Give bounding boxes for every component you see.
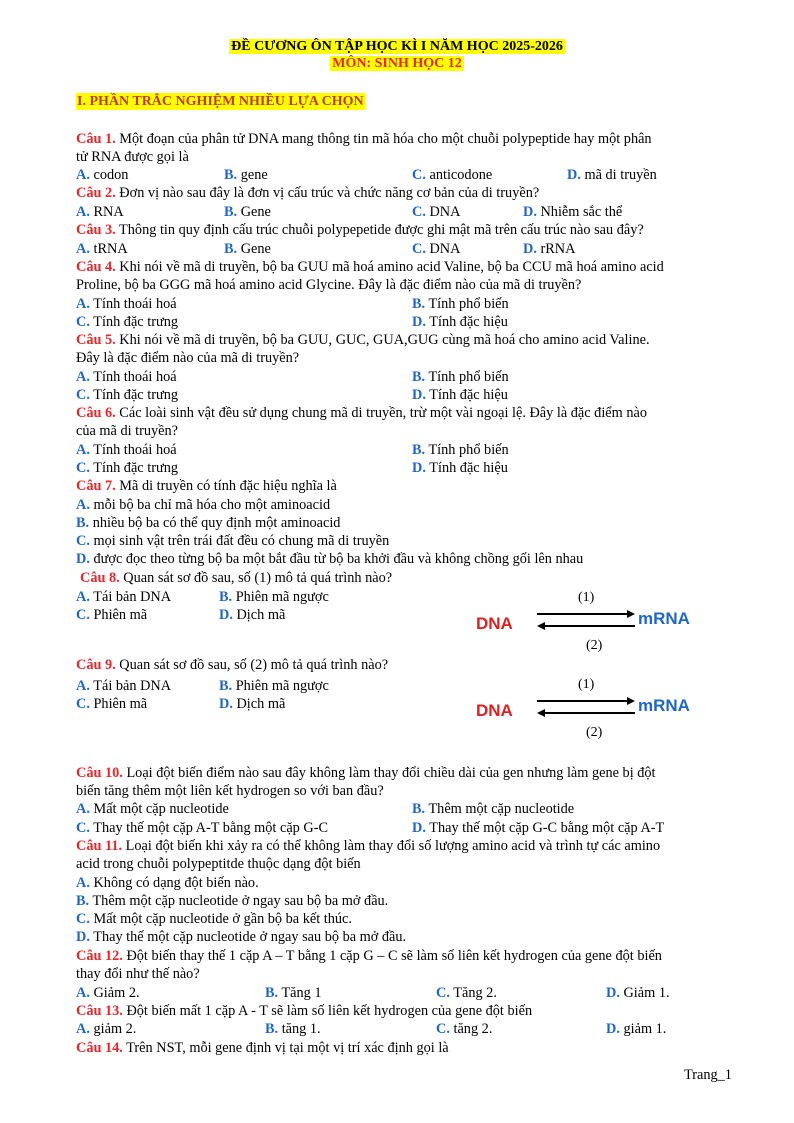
question-13: Câu 13. Đột biến mất 1 cặp A - T sẽ làm số liên kết hydrogen của gene đột biến xyxy=(76,1003,533,1019)
q10-option-c: C. Thay thế một cặp A-T bằng một cặp G-C xyxy=(76,820,329,836)
q10-option-b: B. Thêm một cặp nucleotide xyxy=(412,801,575,817)
q9-option-a: A. Tái bản DNA xyxy=(76,678,172,694)
question-12: Câu 12. Đột biến thay thế 1 cặp A – T bằng 1 cặp G – C sẽ làm số liên kết hydrogen của gene đột biến xyxy=(76,948,662,964)
diagram-label-1: (1) xyxy=(578,590,595,605)
q8-option-b: B. Phiên mã ngược xyxy=(219,589,329,605)
bidirectional-arrows xyxy=(535,691,637,721)
q9-option-b: B. Phiên mã ngược xyxy=(219,678,329,694)
q4-option-d: D. Tính đặc hiệu xyxy=(412,314,508,330)
question-4-cont: Proline, bộ ba GGG mã hoá amino acid Glycine. Đây là đặc điểm nào của mã di truyền? xyxy=(76,277,582,293)
document-subject: MÔN: SINH HỌC 12 xyxy=(332,56,462,71)
question-6: Câu 6. Các loài sinh vật đều sử dụng chung mã di truyền, trừ một vài ngoại lệ. Đây là đặc điểm nào xyxy=(76,405,647,421)
q1-option-a: A. codon xyxy=(76,167,129,183)
q8-option-d: D. Dịch mã xyxy=(219,607,286,623)
q10-option-d: D. Thay thế một cặp G-C bằng một cặp A-T xyxy=(412,820,665,836)
question-14: Câu 14. Trên NST, mỗi gene định vị tại một vị trí xác định gọi là xyxy=(76,1040,449,1056)
q4-option-a: A. Tính thoái hoá xyxy=(76,296,177,312)
q2-option-b: B. Gene xyxy=(224,204,271,220)
dna-mrna-diagram-1 xyxy=(470,590,730,664)
q7-option-d: D. được đọc theo từng bộ ba một bắt đầu từ bộ ba khởi đầu và không chồng gối lên nhau xyxy=(76,551,584,567)
q3-option-d: D. rRNA xyxy=(523,241,576,257)
q11-option-a: A. Không có dạng đột biến nào. xyxy=(76,875,259,891)
question-11-cont: acid trong chuỗi polypeptitde thuộc dạng đột biến xyxy=(76,856,361,872)
diagram-label-2: (2) xyxy=(586,725,603,740)
bidirectional-arrows xyxy=(535,604,637,634)
q2-option-d: D. Nhiễm sắc thể xyxy=(523,204,623,220)
q12-option-a: A. Giảm 2. xyxy=(76,985,140,1001)
q5-option-b: B. Tính phổ biến xyxy=(412,369,509,385)
q12-option-d: D. Giảm 1. xyxy=(606,985,670,1001)
diagram-mrna-label: mRNA xyxy=(638,696,690,715)
question-8: Câu 8. Quan sát sơ đồ sau, số (1) mô tả quá trình nào? xyxy=(80,570,393,586)
q5-option-d: D. Tính đặc hiệu xyxy=(412,387,508,403)
question-7: Câu 7. Mã di truyền có tính đặc hiệu nghĩa là xyxy=(76,478,337,494)
q4-option-c: C. Tính đặc trưng xyxy=(76,314,179,330)
q1-option-d: D. mã di truyền xyxy=(567,167,657,183)
diagram-dna-label: DNA xyxy=(476,614,513,633)
q2-option-a: A. RNA xyxy=(76,204,124,220)
question-10: Câu 10. Loại đột biến điểm nào sau đây không làm thay đổi chiều dài của gen nhưng làm gene bị đột xyxy=(76,765,656,781)
question-10-cont: biến tăng thêm một liên kết hydrogen so với ban đầu? xyxy=(76,783,384,799)
question-12-cont: thay đổi như thế nào? xyxy=(76,966,200,982)
q1-option-c: C. anticodone xyxy=(412,167,493,183)
q11-option-b: B. Thêm một cặp nucleotide ở ngay sau bộ ba mở đầu. xyxy=(76,893,389,909)
q7-option-c: C. mọi sinh vật trên trái đất đều có chung mã di truyền xyxy=(76,533,390,549)
question-1: Câu 1. Một đoạn của phân tử DNA mang thông tin mã hóa cho một chuỗi polypeptide hay một phân xyxy=(76,131,652,147)
diagram-dna-label: DNA xyxy=(476,701,513,720)
q3-option-c: C. DNA xyxy=(412,241,461,257)
q1-option-b: B. gene xyxy=(224,167,268,183)
q4-option-b: B. Tính phổ biến xyxy=(412,296,509,312)
q7-option-a: A. mỗi bộ ba chỉ mã hóa cho một aminoacid xyxy=(76,497,331,513)
diagram-label-2: (2) xyxy=(586,638,603,653)
q13-option-d: D. giảm 1. xyxy=(606,1021,667,1037)
q9-option-d: D. Dịch mã xyxy=(219,696,286,712)
question-11: Câu 11. Loại đột biến khi xảy ra có thể không làm thay đổi số lượng amino acid và trình tự các amino xyxy=(76,838,661,854)
question-5-cont: Đây là đặc điểm nào của mã di truyền? xyxy=(76,350,300,366)
question-6-cont: của mã di truyền? xyxy=(76,423,179,439)
q5-option-a: A. Tính thoái hoá xyxy=(76,369,177,385)
dna-mrna-diagram-2 xyxy=(470,677,730,751)
q13-option-a: A. giảm 2. xyxy=(76,1021,137,1037)
q9-option-c: C. Phiên mã xyxy=(76,696,148,712)
question-3: Câu 3. Thông tin quy định cấu trúc chuỗi polypepetide được ghi mật mã trên cấu trúc nào sau đây? xyxy=(76,222,644,238)
diagram-label-1: (1) xyxy=(578,677,595,692)
section-heading: I. PHẦN TRẮC NGHIỆM NHIỀU LỰA CHỌN xyxy=(77,94,364,109)
question-5: Câu 5. Khi nói về mã di truyền, bộ ba GUU, GUC, GUA,GUG cùng mã hoá cho amino acid Valine. xyxy=(76,332,650,348)
q10-option-a: A. Mất một cặp nucleotide xyxy=(76,801,229,817)
diagram-mrna-label: mRNA xyxy=(638,609,690,628)
q6-option-c: C. Tính đặc trưng xyxy=(76,460,179,476)
q6-option-a: A. Tính thoái hoá xyxy=(76,442,177,458)
q7-option-b: B. nhiều bộ ba có thể quy định một aminoacid xyxy=(76,515,341,531)
q3-option-a: A. tRNA xyxy=(76,241,128,257)
question-2: Câu 2. Đơn vị nào sau đây là đơn vị cấu trúc và chức năng cơ bản của di truyền? xyxy=(76,185,540,201)
document-title: ĐỀ CƯƠNG ÔN TẬP HỌC KÌ I NĂM HỌC 2025-2026 xyxy=(231,39,563,54)
q11-option-d: D. Thay thế một cặp nucleotide ở ngay sau bộ ba mở đầu. xyxy=(76,929,407,945)
q12-option-b: B. Tăng 1 xyxy=(265,985,322,1001)
question-9: Câu 9. Quan sát sơ đồ sau, số (2) mô tả quá trình nào? xyxy=(76,657,389,673)
question-4: Câu 4. Khi nói về mã di truyền, bộ ba GUU mã hoá amino acid Valine, bộ ba CCU mã hoá amino acid xyxy=(76,259,664,275)
q13-option-c: C. tăng 2. xyxy=(436,1021,493,1037)
q2-option-c: C. DNA xyxy=(412,204,461,220)
q5-option-c: C. Tính đặc trưng xyxy=(76,387,179,403)
q8-option-a: A. Tái bản DNA xyxy=(76,589,172,605)
q8-option-c: C. Phiên mã xyxy=(76,607,148,623)
page-number: Trang_1 xyxy=(684,1067,732,1083)
q6-option-b: B. Tính phổ biến xyxy=(412,442,509,458)
q12-option-c: C. Tăng 2. xyxy=(436,985,497,1001)
q11-option-c: C. Mất một cặp nucleotide ở gần bộ ba kết thúc. xyxy=(76,911,352,927)
q3-option-b: B. Gene xyxy=(224,241,271,257)
question-1-cont: tử RNA được gọi là xyxy=(76,149,189,165)
q6-option-d: D. Tính đặc hiệu xyxy=(412,460,508,476)
q13-option-b: B. tăng 1. xyxy=(265,1021,321,1037)
